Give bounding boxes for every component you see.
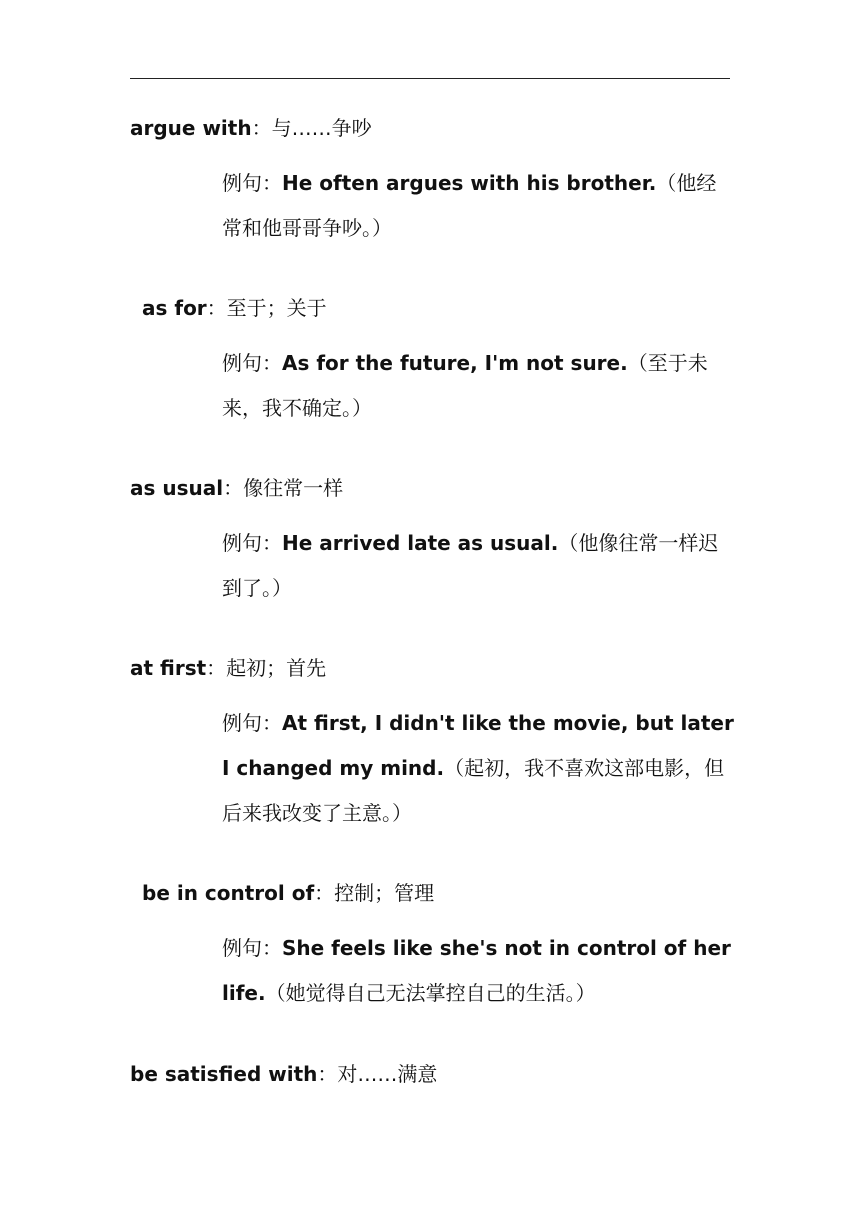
entry-term: argue with bbox=[130, 116, 252, 140]
entry-term: at first bbox=[130, 656, 207, 680]
vocab-entry bbox=[130, 476, 730, 611]
example-translation: （他经常和他哥哥争吵。） bbox=[222, 171, 717, 240]
entry-term: as usual bbox=[130, 476, 224, 500]
entry-term-line bbox=[130, 656, 730, 680]
entry-definition: 控制；管理 bbox=[334, 881, 435, 905]
entry-separator: ： bbox=[206, 656, 227, 680]
entry-term-line bbox=[130, 1062, 730, 1086]
example-translation: （他像往常一样迟到了。） bbox=[222, 531, 719, 600]
example-translation: （起初，我不喜欢这部电影，但后来我改变了主意。） bbox=[222, 756, 725, 825]
entry-term-line bbox=[130, 476, 730, 500]
example-label: 例句： bbox=[222, 531, 282, 555]
entry-separator: ： bbox=[223, 476, 244, 500]
example-english: She feels like she's not in control of her life. bbox=[222, 936, 731, 1005]
entry-term: be in control of bbox=[142, 881, 315, 905]
example-sentence bbox=[222, 161, 734, 251]
example-label: 例句： bbox=[222, 171, 282, 195]
example-english: He often argues with his brother. bbox=[282, 171, 657, 195]
example-translation: （至于未来，我不确定。） bbox=[222, 351, 708, 420]
example-english: He arrived late as usual. bbox=[282, 531, 559, 555]
example-sentence bbox=[222, 701, 734, 836]
vocab-entry bbox=[130, 1062, 730, 1086]
entry-term-line bbox=[142, 881, 742, 905]
entry-separator: ： bbox=[206, 296, 227, 320]
example-label: 例句： bbox=[222, 351, 282, 375]
example-label: 例句： bbox=[222, 711, 282, 735]
vocab-entry bbox=[142, 296, 742, 431]
entry-separator: ： bbox=[317, 1062, 338, 1086]
entry-separator: ： bbox=[314, 881, 335, 905]
example-translation: （她觉得自己无法掌控自己的生活。） bbox=[265, 981, 596, 1005]
entry-definition: 像往常一样 bbox=[243, 476, 344, 500]
example-sentence bbox=[222, 341, 734, 431]
entry-definition: 起初；首先 bbox=[226, 656, 327, 680]
entry-definition: 与……争吵 bbox=[271, 116, 372, 140]
entry-term: as for bbox=[142, 296, 207, 320]
example-sentence bbox=[222, 926, 734, 1016]
entry-definition: 至于；关于 bbox=[226, 296, 327, 320]
entry-term-line bbox=[130, 116, 730, 140]
entry-term: be satisfied with bbox=[130, 1062, 318, 1086]
entry-term-line bbox=[142, 296, 742, 320]
vocab-entry bbox=[130, 116, 730, 251]
vocab-entry bbox=[142, 881, 742, 1016]
header-rule bbox=[130, 78, 730, 79]
example-english: As for the future, I'm not sure. bbox=[282, 351, 628, 375]
example-label: 例句： bbox=[222, 936, 282, 960]
example-english: At first, I didn't like the movie, but later I changed my mind. bbox=[222, 711, 734, 780]
example-sentence bbox=[222, 521, 734, 611]
entry-separator: ： bbox=[251, 116, 272, 140]
entry-definition: 对……满意 bbox=[337, 1062, 438, 1086]
vocab-entry bbox=[130, 656, 734, 836]
